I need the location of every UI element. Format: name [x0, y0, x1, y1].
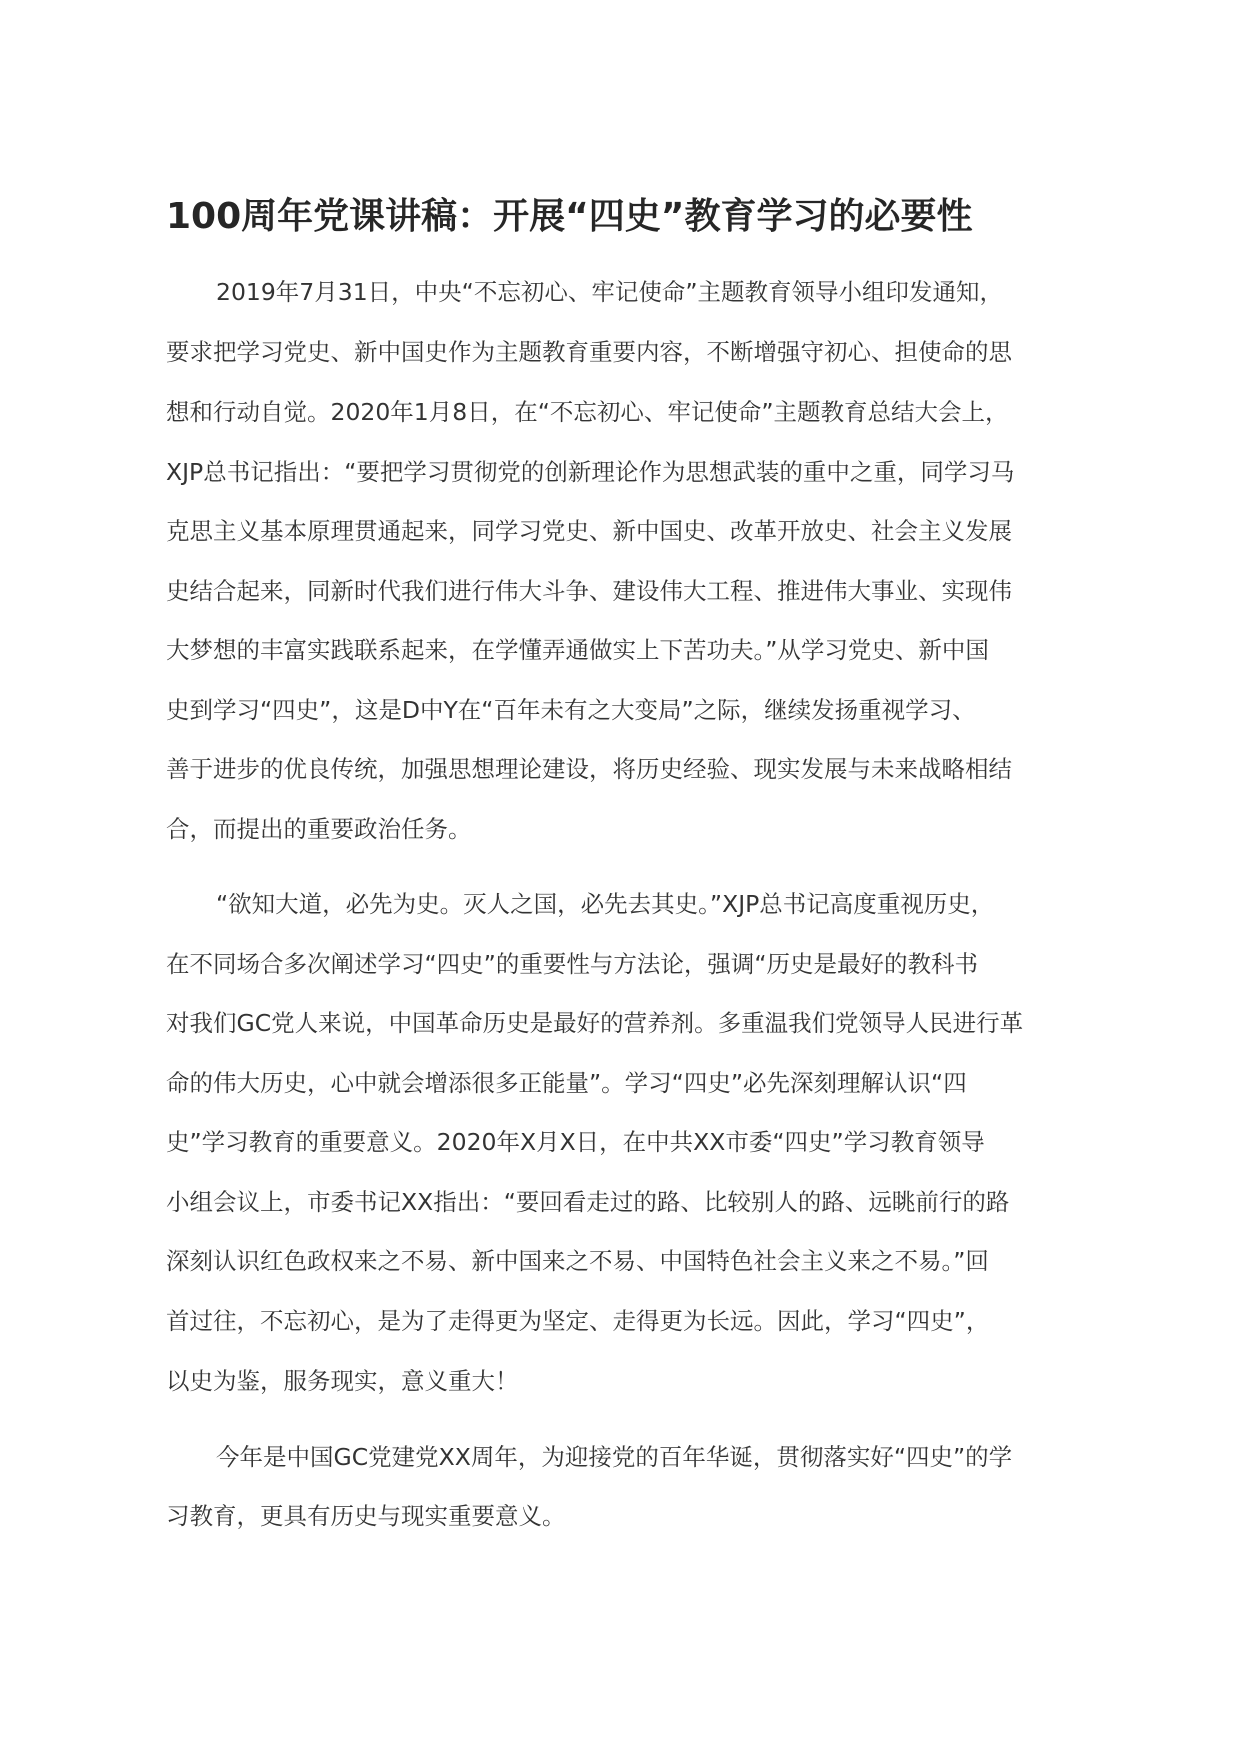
- paragraph-line: 以史为鉴，服务现实，意义重大！: [166, 1367, 519, 1395]
- paragraph-line: 要求把学习党史、新中国史作为主题教育重要内容，不断增强守初心、担使命的思: [166, 338, 1012, 366]
- paragraph-line: 史到学习“四史”，这是D中Y在“百年未有之大变局”之际，继续发扬重视学习、: [166, 696, 976, 724]
- paragraph-line: 对我们GC党人来说，中国革命历史是最好的营养剂。多重温我们党领导人民进行革: [166, 1009, 1024, 1037]
- paragraph-line: 合，而提出的重要政治任务。: [166, 815, 472, 843]
- paragraph-line: 首过往，不忘初心，是为了走得更为坚定、走得更为长远。因此，学习“四史”，: [166, 1307, 990, 1335]
- paragraph-line: 善于进步的优良传统，加强思想理论建设，将历史经验、现实发展与未来战略相结: [166, 755, 1012, 783]
- paragraph-line: 今年是中国GC党建党XX周年，为迎接党的百年华诞，贯彻落实好“四史”的学: [216, 1443, 1013, 1471]
- paragraph-line: 史”学习教育的重要意义。2020年X月X日，在中共XX市委“四史”学习教育领导: [166, 1128, 985, 1156]
- paragraph-line: 习教育，更具有历史与现实重要意义。: [166, 1502, 566, 1530]
- paragraph-line: 命的伟大历史，心中就会增添很多正能量”。学习“四史”必先深刻理解认识“四: [166, 1069, 967, 1097]
- paragraph-line: 想和行动自觉。2020年1月8日，在“不忘初心、牢记使命”主题教育总结大会上，: [166, 398, 1009, 426]
- paragraph-line: 大梦想的丰富实践联系起来，在学懂弄通做实上下苦功夫。”从学习党史、新中国: [166, 636, 989, 664]
- paragraph-line: 2019年7月31日，中央“不忘初心、牢记使命”主题教育领导小组印发通知，: [216, 278, 1004, 306]
- paragraph-line: 史结合起来，同新时代我们进行伟大斗争、建设伟大工程、推进伟大事业、实现伟: [166, 577, 1012, 605]
- paragraph-line: 深刻认识红色政权来之不易、新中国来之不易、中国特色社会主义来之不易。”回: [166, 1247, 989, 1275]
- paragraph-line: 在不同场合多次阐述学习“四史”的重要性与方法论，强调“历史是最好的教科书: [166, 950, 979, 978]
- paragraph-line: 小组会议上，市委书记XX指出：“要回看走过的路、比较别人的路、远眺前行的路: [166, 1188, 1010, 1216]
- paragraph-line: XJP总书记指出：“要把学习贯彻党的创新理论作为思想武装的重中之重，同学习马: [166, 458, 1015, 486]
- document-title: 100周年党课讲稿：开展“四史”教育学习的必要性: [166, 196, 973, 237]
- paragraph-line: 克思主义基本原理贯通起来，同学习党史、新中国史、改革开放史、社会主义发展: [166, 517, 1012, 545]
- paragraph-line: “欲知大道，必先为史。灭人之国，必先去其史。”XJP总书记高度重视历史，: [216, 890, 995, 918]
